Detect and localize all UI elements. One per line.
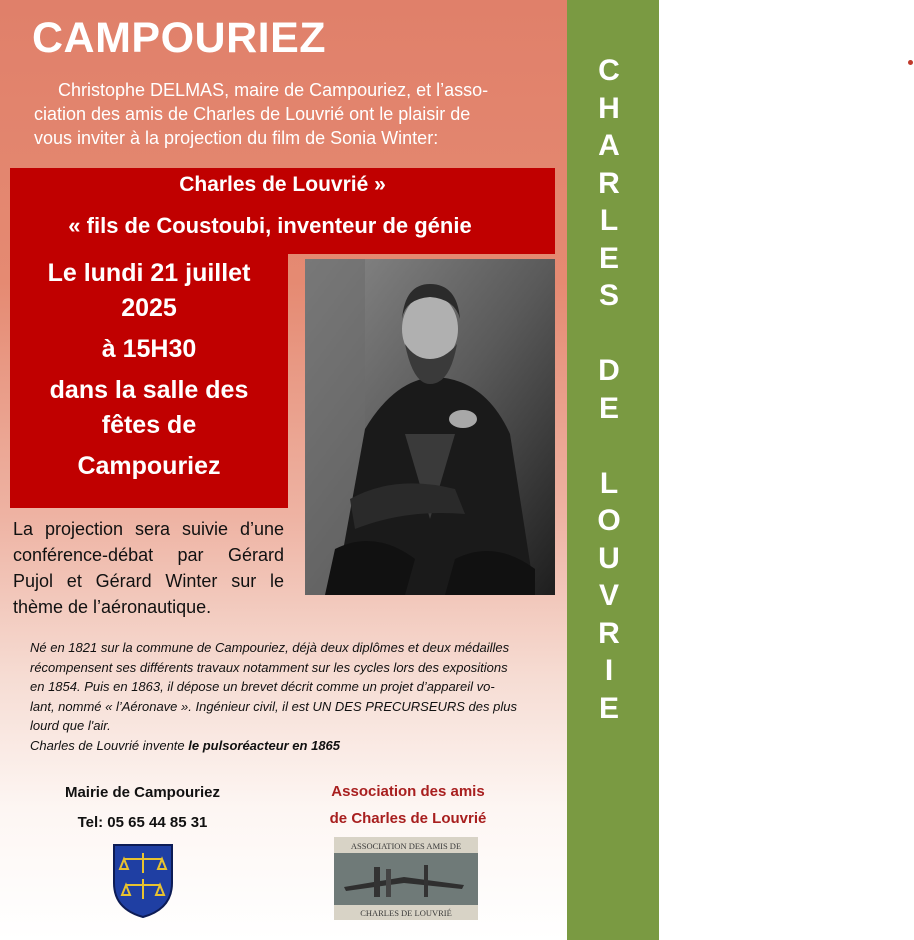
logo-top-text: ASSOCIATION DES AMIS DE bbox=[350, 841, 462, 851]
sidebar-letter: E bbox=[598, 691, 619, 725]
event-time: à 15H30 bbox=[101, 335, 197, 363]
sidebar-word bbox=[567, 52, 651, 315]
bio-line: récompensent ses différents travaux notamment sur les cycles lors des expositions bbox=[30, 659, 508, 675]
sidebar-letter: E bbox=[598, 241, 619, 275]
sidebar-letter: L bbox=[599, 466, 619, 500]
association-contact bbox=[308, 778, 508, 832]
film-title-line-2: « fils de Coustoubi, inventeur de génie bbox=[68, 213, 472, 238]
mairie-tel: Tel: 05 65 44 85 31 bbox=[77, 814, 208, 831]
event-details bbox=[10, 256, 288, 484]
sidebar-letter: R bbox=[598, 166, 620, 200]
sidebar-word bbox=[567, 465, 651, 728]
sidebar-letter: L bbox=[599, 204, 619, 237]
bio-last-prefix: Charles de Louvrié invente bbox=[30, 737, 189, 753]
bio-last-bold: le pulsoréacteur en 1865 bbox=[188, 737, 341, 753]
mairie-contact bbox=[30, 778, 255, 838]
bio-line: lant, nommé « l’Aéronave ». Ingénieur civil, il est UN DES PRECURSEURS des plus bbox=[30, 698, 517, 714]
event-place-2: fêtes de bbox=[101, 411, 197, 439]
sidebar-word bbox=[567, 352, 651, 427]
intro-text bbox=[34, 78, 539, 150]
logo-bottom-text: CHARLES DE LOUVRIÉ bbox=[360, 908, 452, 918]
sidebar-letter: H bbox=[598, 91, 620, 125]
sidebar-letter: A bbox=[598, 129, 620, 162]
coat-of-arms-icon bbox=[112, 843, 174, 919]
page-title: CAMPOURIEZ bbox=[32, 14, 327, 62]
biography bbox=[30, 638, 555, 755]
red-dot bbox=[908, 60, 913, 65]
sidebar-letter: C bbox=[598, 54, 620, 87]
mairie-name: Mairie de Campouriez bbox=[64, 784, 221, 801]
event-place-1: dans la salle des bbox=[49, 376, 249, 404]
sidebar-letter: R bbox=[598, 616, 620, 650]
event-place-3: Campouriez bbox=[77, 452, 221, 480]
sidebar-letter: O bbox=[597, 504, 621, 537]
event-year: 2025 bbox=[121, 294, 177, 322]
sidebar-letter: V bbox=[598, 579, 619, 612]
portrait-photo bbox=[305, 259, 555, 595]
sidebar-letter: E bbox=[598, 391, 619, 425]
intro-line-2: ciation des amis de Charles de Louvrié ont le plaisir de bbox=[34, 104, 471, 124]
sidebar-letter: D bbox=[598, 354, 620, 387]
film-title-line-1: Charles de Louvrié » bbox=[179, 173, 386, 196]
intro-line-3: vous inviter à la projection du film de Sonia Winter: bbox=[34, 128, 439, 148]
sidebar-letter: S bbox=[598, 279, 619, 312]
event-day: Le lundi 21 juillet bbox=[47, 259, 251, 287]
sidebar-letter: U bbox=[598, 541, 620, 575]
bio-last-line bbox=[30, 736, 555, 756]
sidebar-word-gap bbox=[567, 427, 651, 465]
association-line-2: de Charles de Louvrié bbox=[329, 810, 487, 827]
bio-line: lourd que l'air. bbox=[30, 718, 111, 733]
sidebar-letter: I bbox=[604, 654, 614, 687]
followup-text: La projection sera suivie d’une conférence-débat par Gérard Pujol et Gérard Winter sur le thème de l’aéronautique. bbox=[13, 519, 284, 617]
bio-line: Né en 1821 sur la commune de Campouriez, déjà deux diplômes et deux médailles bbox=[30, 640, 510, 655]
sidebar-vertical-title bbox=[567, 52, 651, 727]
association-logo bbox=[334, 837, 478, 920]
bio-line: en 1854. Puis en 1863, il dépose un brevet décrit comme un projet d’appareil vo- bbox=[30, 679, 495, 694]
association-line-1: Association des amis bbox=[331, 783, 485, 800]
intro-line-1: Christophe DELMAS, maire de Campouriez, et l’asso- bbox=[58, 80, 489, 100]
sidebar-word-gap bbox=[567, 315, 651, 353]
